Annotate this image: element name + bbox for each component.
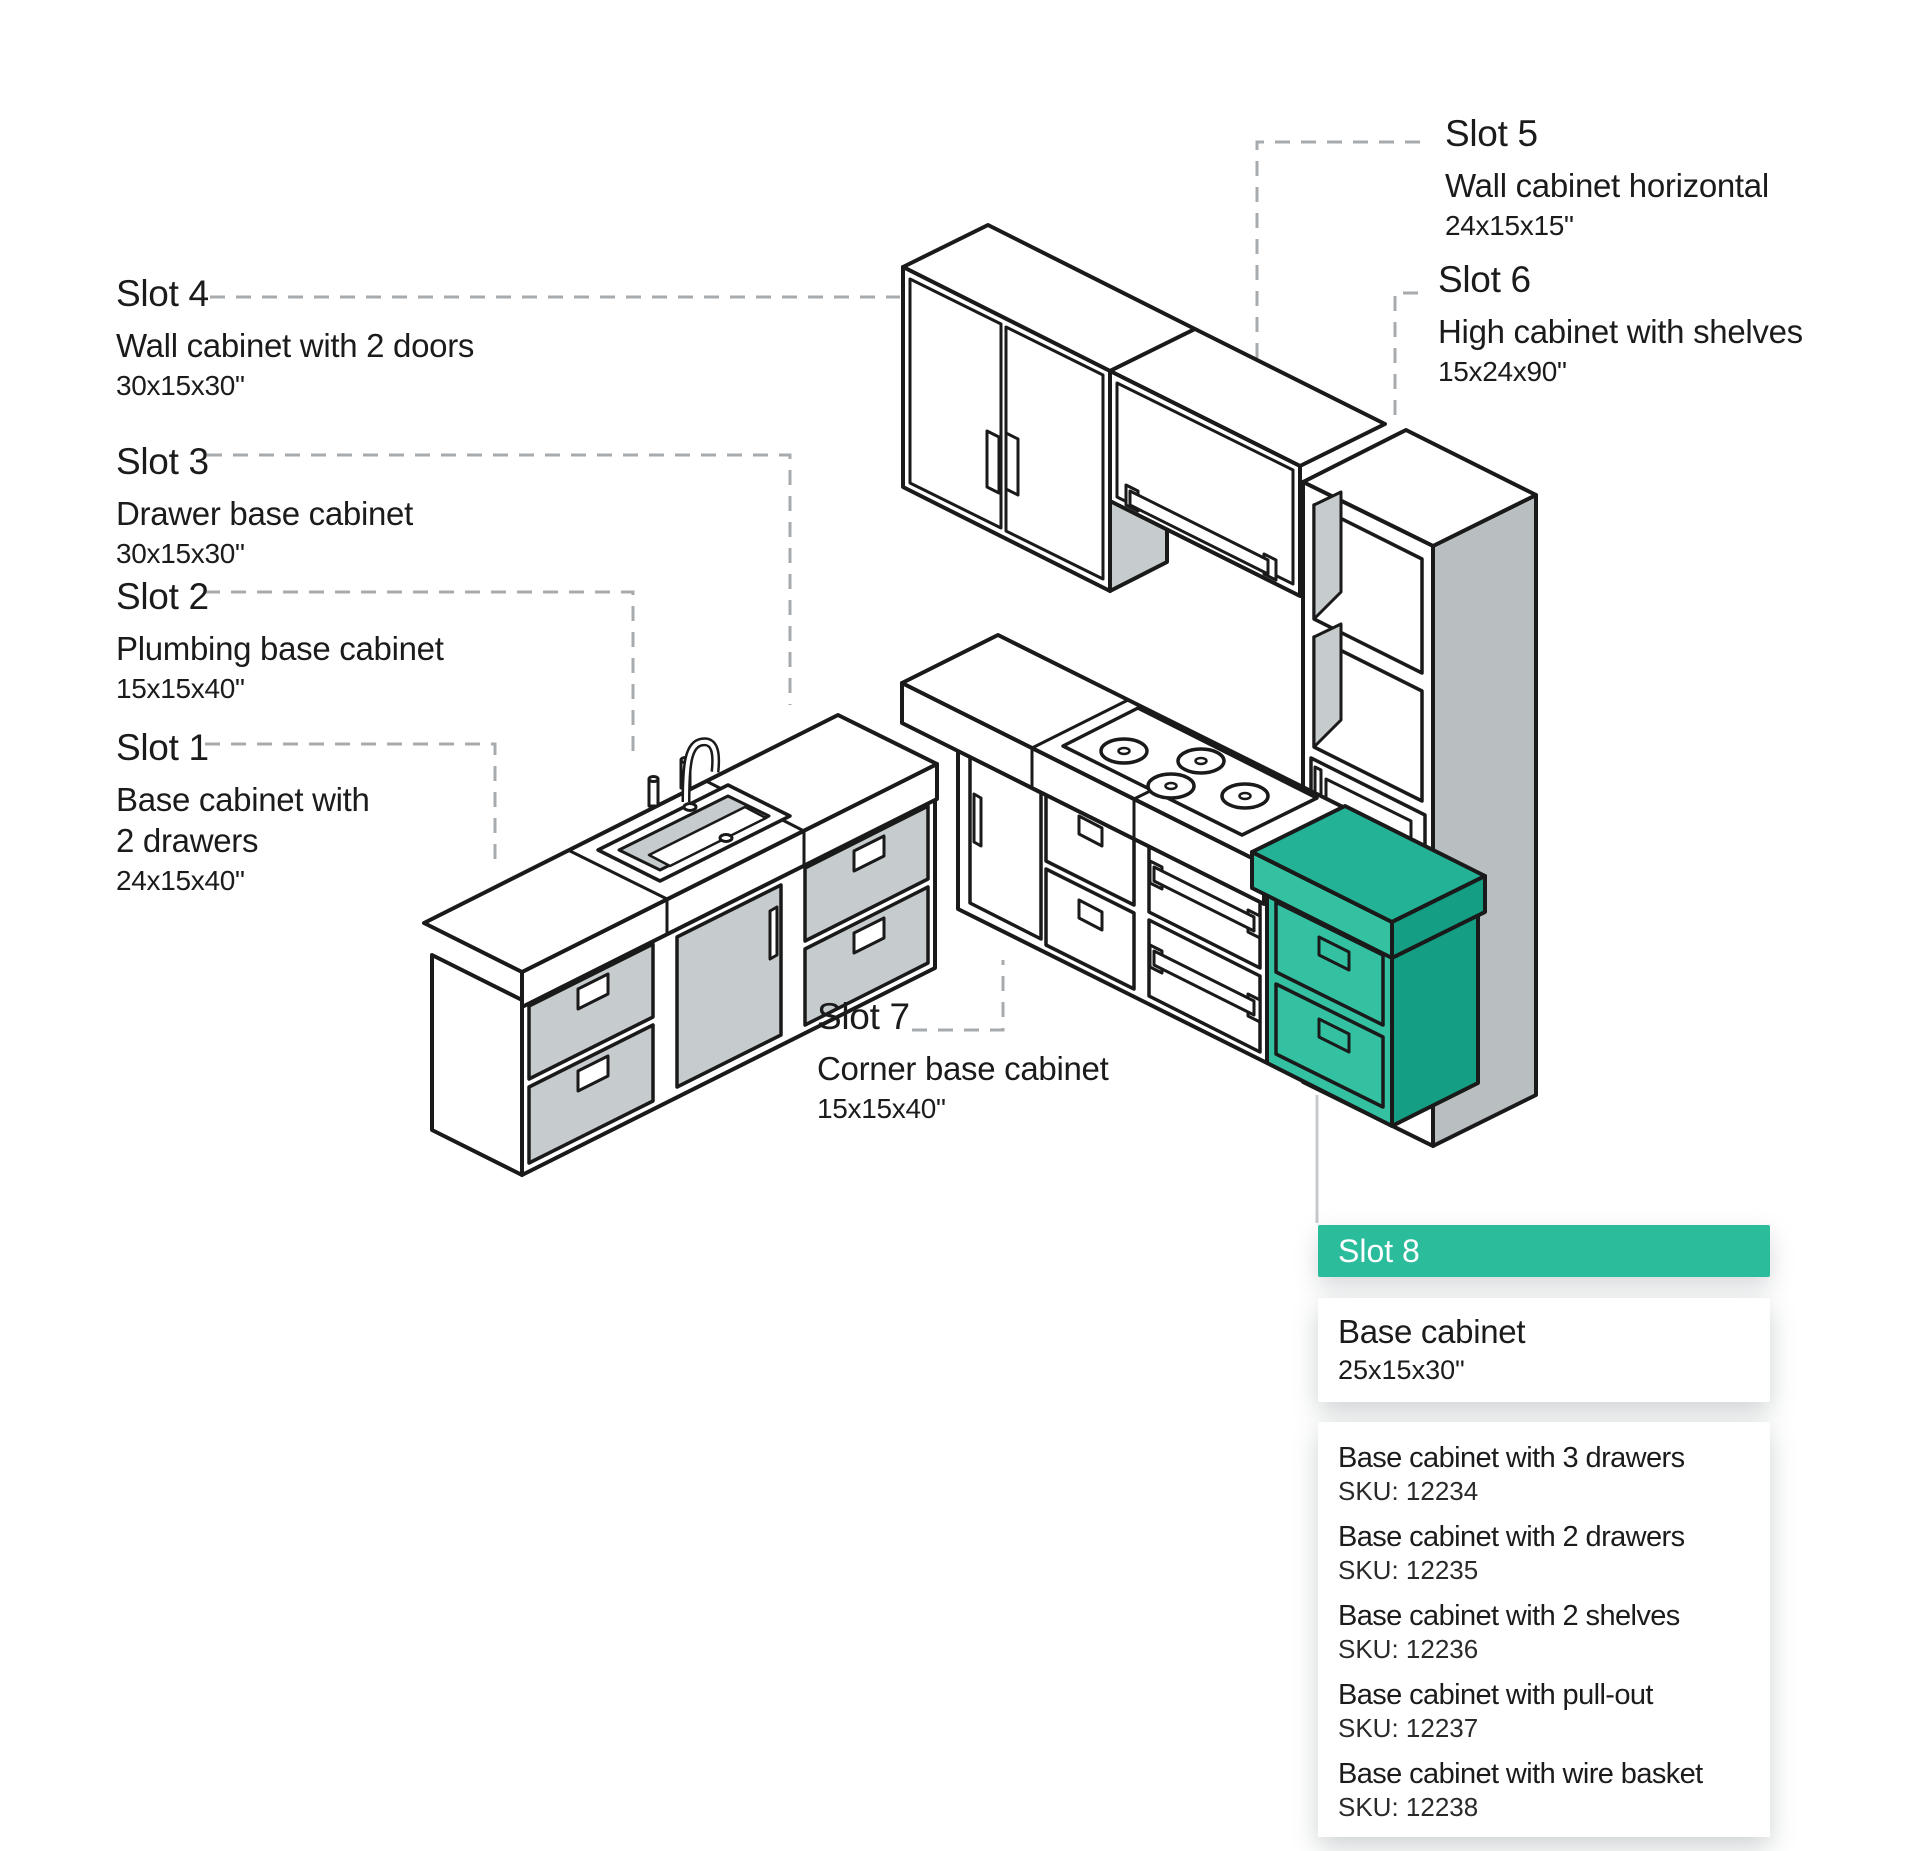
slot-dims: 15x24x90" — [1438, 356, 1567, 387]
slot-dims: 24x15x40" — [116, 865, 245, 896]
slot-dims: 30x15x30" — [116, 370, 245, 401]
option-sku: SKU: 12235 — [1338, 1555, 1479, 1585]
option-sku: SKU: 12238 — [1338, 1792, 1479, 1822]
slot-4-label — [116, 272, 474, 403]
slot-title: Slot 7 — [817, 996, 910, 1037]
door-handle-icon — [770, 907, 777, 959]
door-handle-icon — [987, 431, 999, 493]
slot-6-label — [1438, 258, 1803, 389]
slot-dims: 24x15x15" — [1445, 210, 1574, 241]
option-sku: SKU: 12234 — [1338, 1476, 1479, 1506]
slot-2-label — [116, 575, 444, 706]
slot-dims: 15x15x40" — [116, 673, 245, 704]
slot-title: Slot 5 — [1445, 113, 1538, 154]
slot-desc: Plumbing base cabinet — [116, 630, 444, 667]
slot-6-leader-line — [1395, 293, 1418, 415]
option-item[interactable] — [1338, 1428, 1750, 1507]
options-list-card — [1318, 1422, 1770, 1837]
option-item[interactable] — [1338, 1744, 1750, 1823]
slot-5-label — [1445, 112, 1769, 243]
selected-option-name: Base cabinet — [1338, 1313, 1526, 1350]
slot-3-label — [116, 440, 413, 571]
slot-1-label — [116, 726, 388, 898]
option-name[interactable]: Base cabinet with 3 drawers — [1338, 1442, 1685, 1474]
option-sku: SKU: 12236 — [1338, 1634, 1479, 1664]
option-item[interactable] — [1338, 1586, 1750, 1665]
slot-desc: Wall cabinet horizontal — [1445, 167, 1769, 204]
door-handle-icon — [974, 794, 981, 846]
slot-desc: Drawer base cabinet — [116, 495, 413, 532]
option-name[interactable]: Base cabinet with 2 drawers — [1338, 1521, 1685, 1553]
drain-icon — [684, 804, 696, 811]
slot-title: Slot 2 — [116, 576, 209, 617]
option-item[interactable] — [1338, 1665, 1750, 1744]
slot-desc: Wall cabinet with 2 doors — [116, 327, 475, 364]
selected-option-card — [1318, 1298, 1770, 1402]
option-item[interactable] — [1338, 1507, 1750, 1586]
selected-option-dims: 25x15x30" — [1338, 1355, 1465, 1385]
slot-desc: High cabinet with shelves — [1438, 313, 1803, 350]
option-name[interactable]: Base cabinet with pull-out — [1338, 1679, 1653, 1711]
slot-dims: 30x15x30" — [116, 538, 245, 569]
slot-7-label — [817, 995, 1108, 1126]
slot-title: Slot 4 — [116, 273, 209, 314]
slot-title: Slot 1 — [116, 727, 209, 768]
option-sku: SKU: 12237 — [1338, 1713, 1479, 1743]
slot-title: Slot 6 — [1438, 259, 1531, 300]
slot-dims: 15x15x40" — [817, 1093, 946, 1124]
slot-desc: Base cabinet with 2 drawers — [116, 781, 370, 859]
slot-8-panel — [1318, 1225, 1770, 1837]
slot-8-panel-header: Slot 8 — [1318, 1225, 1770, 1277]
option-name[interactable]: Base cabinet with 2 shelves — [1338, 1600, 1680, 1632]
door-handle-icon — [1006, 433, 1018, 495]
slot-desc: Corner base cabinet — [817, 1050, 1109, 1087]
option-name[interactable]: Base cabinet with wire basket — [1338, 1758, 1703, 1790]
drain-icon — [720, 835, 732, 842]
slot-title: Slot 3 — [116, 441, 209, 482]
